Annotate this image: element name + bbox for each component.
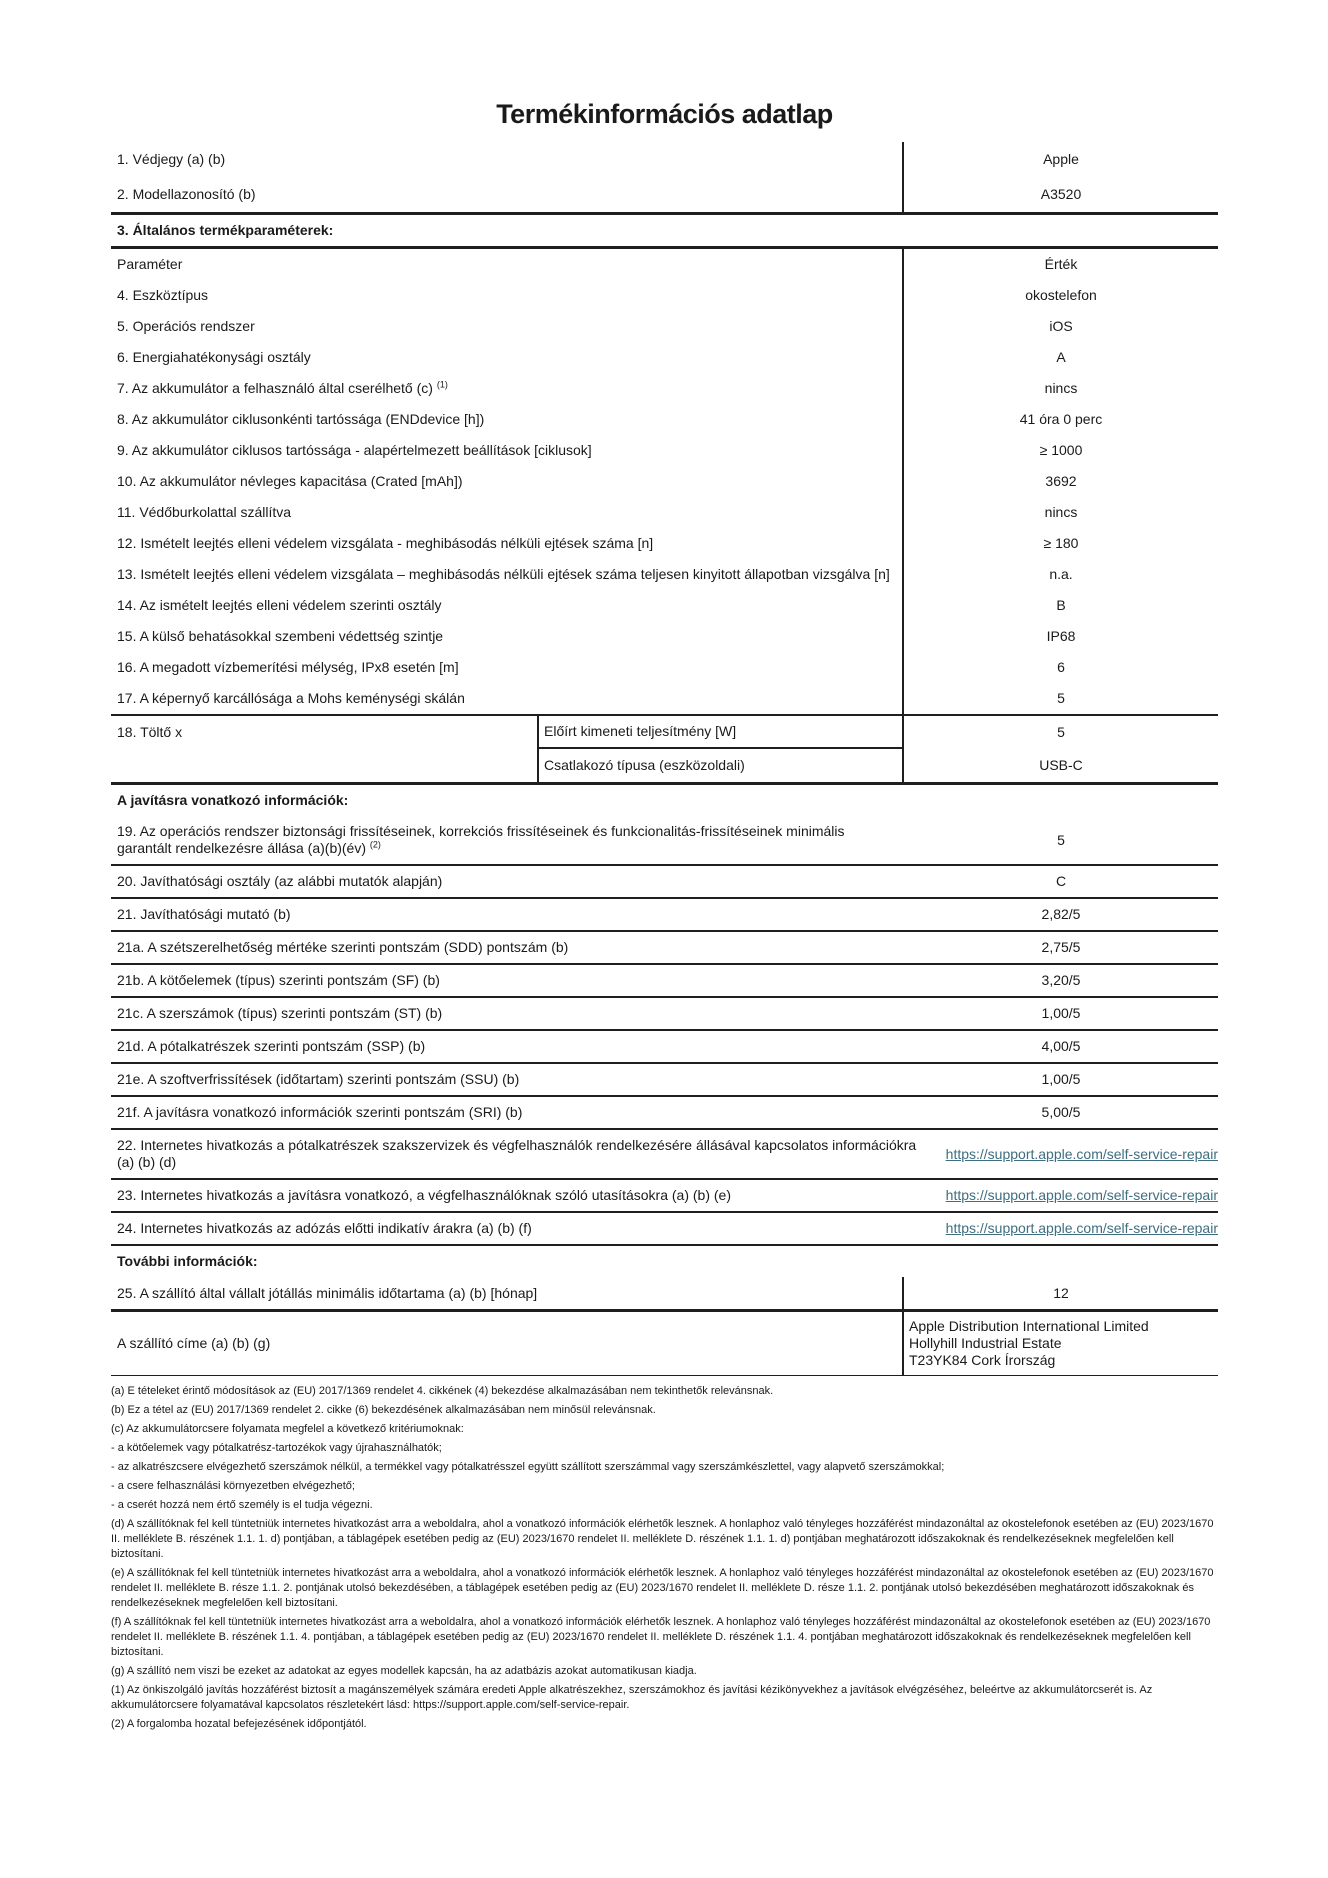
row-label: 21e. A szoftverfrissítések (időtartam) szerinti pontszám (SSU) (b) (117, 1071, 520, 1087)
row-value: 6 (1057, 659, 1065, 675)
table-row (111, 177, 1218, 212)
identity-block (111, 142, 1218, 212)
row-label: 21. Javíthatósági mutató (b) (117, 906, 291, 922)
row-label: 23. Internetes hivatkozás a javításra vonatkozó, a végfelhasználóknak szóló utasításokra (a) (b) (e) (117, 1187, 731, 1203)
table-row (111, 497, 1218, 528)
footnote: (1) Az önkiszolgáló javítás hozzáférést biztosít a magánszemélyek számára eredeti Apple alkatrészekhez, szerszámokhoz és javítási kézikönyvekhez a javítások elvégzéséhez, beleértve az akkumulátorcserét is. Az akkumulátorcsere folyamatával kapcsolatos részletekért lásd: https://support.apple.com/self-service-repair. (111, 1684, 1153, 1711)
row-value: okostelefon (1025, 287, 1097, 303)
row-value: 3,20/5 (1041, 972, 1081, 988)
table-row (111, 932, 1218, 965)
supplier-address (904, 1312, 1218, 1375)
table-row (111, 899, 1218, 932)
column-header-value: Érték (1044, 256, 1078, 272)
row-value: 3692 (1045, 473, 1077, 489)
general-params-block (111, 249, 1218, 714)
row-value: 5,00/5 (1041, 1104, 1081, 1120)
section-header-general: 3. Általános termékparaméterek: (111, 212, 1218, 249)
row-label: A szállító címe (a) (b) (g) (111, 1312, 904, 1375)
footnote-ref: (2) (369, 839, 381, 850)
row-value: 41 óra 0 perc (1019, 411, 1103, 427)
row-value: 12 (1053, 1284, 1069, 1301)
footnote: (e) A szállítóknak fel kell tüntetniük internetes hivatkozást arra a weboldalra, ahol a vonatkozó információk elérhetők lesznek. A honlaphoz való tényleges hozzáférést mindazonáltal az okostelefonok esetében az (EU) 2023/1670 rendelet II. melléklete B. része 1.1. 2. pontjának utolsó bekezdésében, a táblagépek esetében pedig az (EU) 2023/1670 rendelet II. melléklete D. része 1.1. 2. pontjának utolsó bekezdésében meghatározott időszakoknak és rendelkezéseknek megfelelően kell biztosítani. (111, 1567, 1214, 1609)
footnote: (2) A forgalomba hozatal befejezésének időpontjától. (111, 1718, 367, 1730)
table-row (111, 466, 1218, 497)
repair-block (111, 816, 1218, 1246)
row-value: n.a. (1049, 566, 1073, 582)
row-value: A3520 (1040, 186, 1082, 202)
page-title: Termékinformációs adatlap (496, 99, 833, 129)
footnote-ref: (1) (436, 379, 448, 390)
row-value: ≥ 1000 (1039, 442, 1083, 458)
subrow-value: USB-C (1039, 757, 1083, 773)
table-row (111, 1031, 1218, 1064)
row-value: 5 (1057, 690, 1065, 706)
footnote: (c) Az akkumulátorcsere folyamata megfelel a következő kritériumoknak: (111, 1423, 464, 1435)
row-value: 1,00/5 (1041, 1005, 1081, 1021)
table-row (111, 342, 1218, 373)
row-value: 1,00/5 (1041, 1071, 1081, 1087)
table-row (111, 1097, 1218, 1130)
row-label: 19. Az operációs rendszer biztonsági frissítéseinek, korrekciós frissítéseinek és funkcionalitás-frissítéseinek minimális garantált rendelkezésre állása (a)(b)(év) $^{(2)}$ (117, 823, 845, 856)
self-service-repair-link[interactable]: https://support.apple.com/self-service-repair (945, 1220, 1218, 1236)
row-value: 5 (1057, 831, 1065, 848)
row-label: 20. Javíthatósági osztály (az alábbi mutatók alapján) (117, 873, 443, 889)
address-line: Apple Distribution International Limited (909, 1318, 1149, 1334)
row-label: 21f. A javításra vonatkozó információk szerinti pontszám (SRI) (b) (117, 1104, 523, 1120)
footnote: (b) Ez a tétel az (EU) 2017/1369 rendelet 2. cikke (6) bekezdésének alkalmazásában nem minősül relevánsnak. (111, 1404, 656, 1416)
row-label: 8. Az akkumulátor ciklusonkénti tartóssága (ENDdevice [h]) (111, 404, 904, 435)
charger-subtable-labels (537, 716, 904, 782)
row-label: 17. A képernyő karcállósága a Mohs keménységi skálán (111, 683, 904, 714)
table-row (111, 1064, 1218, 1097)
subrow-value: 5 (1057, 724, 1065, 740)
table-row (111, 590, 1218, 621)
footnote: (g) A szállító nem viszi be ezeket az adatokat az egyes modellek kapcsán, ha az adatbázis azokat automatikusan kiadja. (111, 1665, 697, 1677)
footnote: (d) A szállítóknak fel kell tüntetniük internetes hivatkozást arra a weboldalra, ahol a vonatkozó információk elérhetők lesznek. A honlaphoz való tényleges hozzáférést mindazonáltal az okostelefonok esetében az (EU) 2023/1670 II. melléklete B. részének 1.1. 1. d) pontjában, a táblagépek esetében pedig az (EU) 2023/1670 rendelet II. melléklete D. részének 1.1. 1. d) pontjában meghatározott időszakoknak és rendelkezéseknek megfelelően kell biztosítani. (111, 1518, 1214, 1560)
charger-row (111, 714, 1218, 785)
table-row (111, 998, 1218, 1031)
row-value: IP68 (1046, 628, 1076, 644)
table-row (111, 435, 1218, 466)
section-header-additional: További információk: (117, 1253, 258, 1269)
row-value: ≥ 180 (1043, 535, 1079, 551)
warranty-row (111, 1277, 1218, 1312)
row-label: 21c. A szerszámok (típus) szerinti pontszám (ST) (b) (117, 1005, 443, 1021)
table-row (111, 373, 1218, 404)
row-value: 2,82/5 (1041, 906, 1081, 922)
row-label: 13. Ismételt leejtés elleni védelem vizsgálata – meghibásodás nélküli ejtések száma teljesen kinyitott állapotban vizsgálva [n] (111, 559, 904, 590)
row-label: 2. Modellazonosító (b) (111, 177, 904, 212)
row-label: 1. Védjegy (a) (b) (111, 142, 904, 177)
row-label: 21b. A kötőelemek (típus) szerinti pontszám (SF) (b) (117, 972, 440, 988)
row-label: 7. Az akkumulátor a felhasználó által cserélhető (c) $^{(1)}$ (111, 373, 904, 404)
row-value: 2,75/5 (1041, 939, 1081, 955)
subrow-label: Előírt kimeneti teljesítmény [W] (539, 716, 902, 749)
address-line: T23YK84 Cork Írország (909, 1352, 1056, 1368)
row-label: 15. A külső behatásokkal szembeni védettség szintje (111, 621, 904, 652)
footnote-bullet: - a csere felhasználási környezetben elvégezhető; (111, 1480, 355, 1492)
row-value: 4,00/5 (1041, 1038, 1081, 1054)
table-row (111, 866, 1218, 899)
row-label: 24. Internetes hivatkozás az adózás előtti indikatív árakra (a) (b) (f) (117, 1220, 532, 1236)
row-value: B (1056, 597, 1066, 613)
self-service-repair-link[interactable]: https://support.apple.com/self-service-repair (945, 1187, 1218, 1203)
section-header-repair: A javításra vonatkozó információk: (117, 792, 349, 808)
row-value: C (1055, 873, 1067, 889)
table-row (111, 280, 1218, 311)
charger-subtable-values (904, 716, 1218, 782)
supplier-address-row (111, 1312, 1218, 1376)
row-label: 14. Az ismételt leejtés elleni védelem szerinti osztály (111, 590, 904, 621)
row-label: 18. Töltő x (117, 724, 183, 740)
table-row (111, 683, 1218, 714)
table-row (111, 652, 1218, 683)
table-row (111, 1180, 1218, 1213)
footnote: (a) E tételeket érintő módosítások az (EU) 2017/1369 rendelet 4. cikkének (4) bekezdése alkalmazásában nem tekinthetők relevánsnak. (111, 1385, 774, 1397)
footnote-bullet: - a cserét hozzá nem értő személy is el tudja végezni. (111, 1499, 373, 1511)
row-label: 9. Az akkumulátor ciklusos tartóssága - alapértelmezett beállítások [ciklusok] (111, 435, 904, 466)
table-row (111, 965, 1218, 998)
table-row (111, 142, 1218, 177)
row-value: nincs (1044, 504, 1078, 520)
column-header-param: Paraméter (111, 249, 904, 280)
footnotes-block (111, 1384, 1218, 1732)
table-row (111, 1213, 1218, 1246)
row-label: 21a. A szétszerelhetőség mértéke szerinti pontszám (SDD) pontszám (b) (117, 939, 569, 955)
row-label: 10. Az akkumulátor névleges kapacitása (Crated [mAh]) (111, 466, 904, 497)
row-label: 22. Internetes hivatkozás a pótalkatrészek szakszervizek és végfelhasználók rendelkezésére állásával kapcsolatos információkra (a) (b) (d) (117, 1137, 917, 1170)
table-row (111, 816, 1218, 866)
column-header-row (111, 249, 1218, 280)
table-row (111, 621, 1218, 652)
row-value: nincs (1044, 380, 1078, 396)
row-value: A (1056, 349, 1066, 365)
table-row (111, 404, 1218, 435)
row-label: 12. Ismételt leejtés elleni védelem vizsgálata - meghibásodás nélküli ejtések száma [n] (111, 528, 904, 559)
row-value: Apple (1043, 151, 1079, 167)
row-label: 11. Védőburkolattal szállítva (111, 497, 904, 528)
footnote-bullet: - az alkatrészcsere elvégezhető szerszámok nélkül, a termékkel vagy pótalkatrésszel együtt szállított szerszámmal vagy szerszámkészlettel, vagy alapvető szerszámokkal; (111, 1461, 945, 1473)
table-row (111, 559, 1218, 590)
self-service-repair-link[interactable]: https://support.apple.com/self-service-repair (945, 1145, 1218, 1162)
row-label: 25. A szállító által vállalt jótállás minimális időtartama (a) (b) [hónap] (111, 1277, 904, 1309)
row-label: 4. Eszköztípus (111, 280, 904, 311)
row-label: 5. Operációs rendszer (111, 311, 904, 342)
table-row (111, 311, 1218, 342)
row-label: 6. Energiahatékonysági osztály (111, 342, 904, 373)
product-datasheet (111, 0, 1218, 1732)
table-row (111, 528, 1218, 559)
row-value: iOS (1049, 318, 1073, 334)
footnote-bullet: - a kötőelemek vagy pótalkatrész-tartozékok vagy újrahasználhatók; (111, 1442, 442, 1454)
footnote: (f) A szállítóknak fel kell tüntetniük internetes hivatkozást arra a weboldalra, ahol a vonatkozó információk elérhetők lesznek. A honlaphoz való tényleges hozzáférést mindazonáltal az okostelefonok esetében az (EU) 2023/1670 rendelet II. melléklete B. részének 1.1. 4. pontjában, a táblagépek esetében pedig az (EU) 2023/1670 rendelet II. melléklete D. részének 1.1. 4. pontjában meghatározott időszakoknak és rendelkezéseknek megfelelően kell biztosítani. (111, 1616, 1211, 1658)
subrow-label: Csatlakozó típusa (eszközoldali) (544, 757, 745, 773)
row-label: 21d. A pótalkatrészek szerinti pontszám (SSP) (b) (117, 1038, 426, 1054)
row-label: 16. A megadott vízbemerítési mélység, IPx8 esetén [m] (111, 652, 904, 683)
table-row (111, 1130, 1218, 1180)
address-line: Hollyhill Industrial Estate (909, 1335, 1062, 1351)
